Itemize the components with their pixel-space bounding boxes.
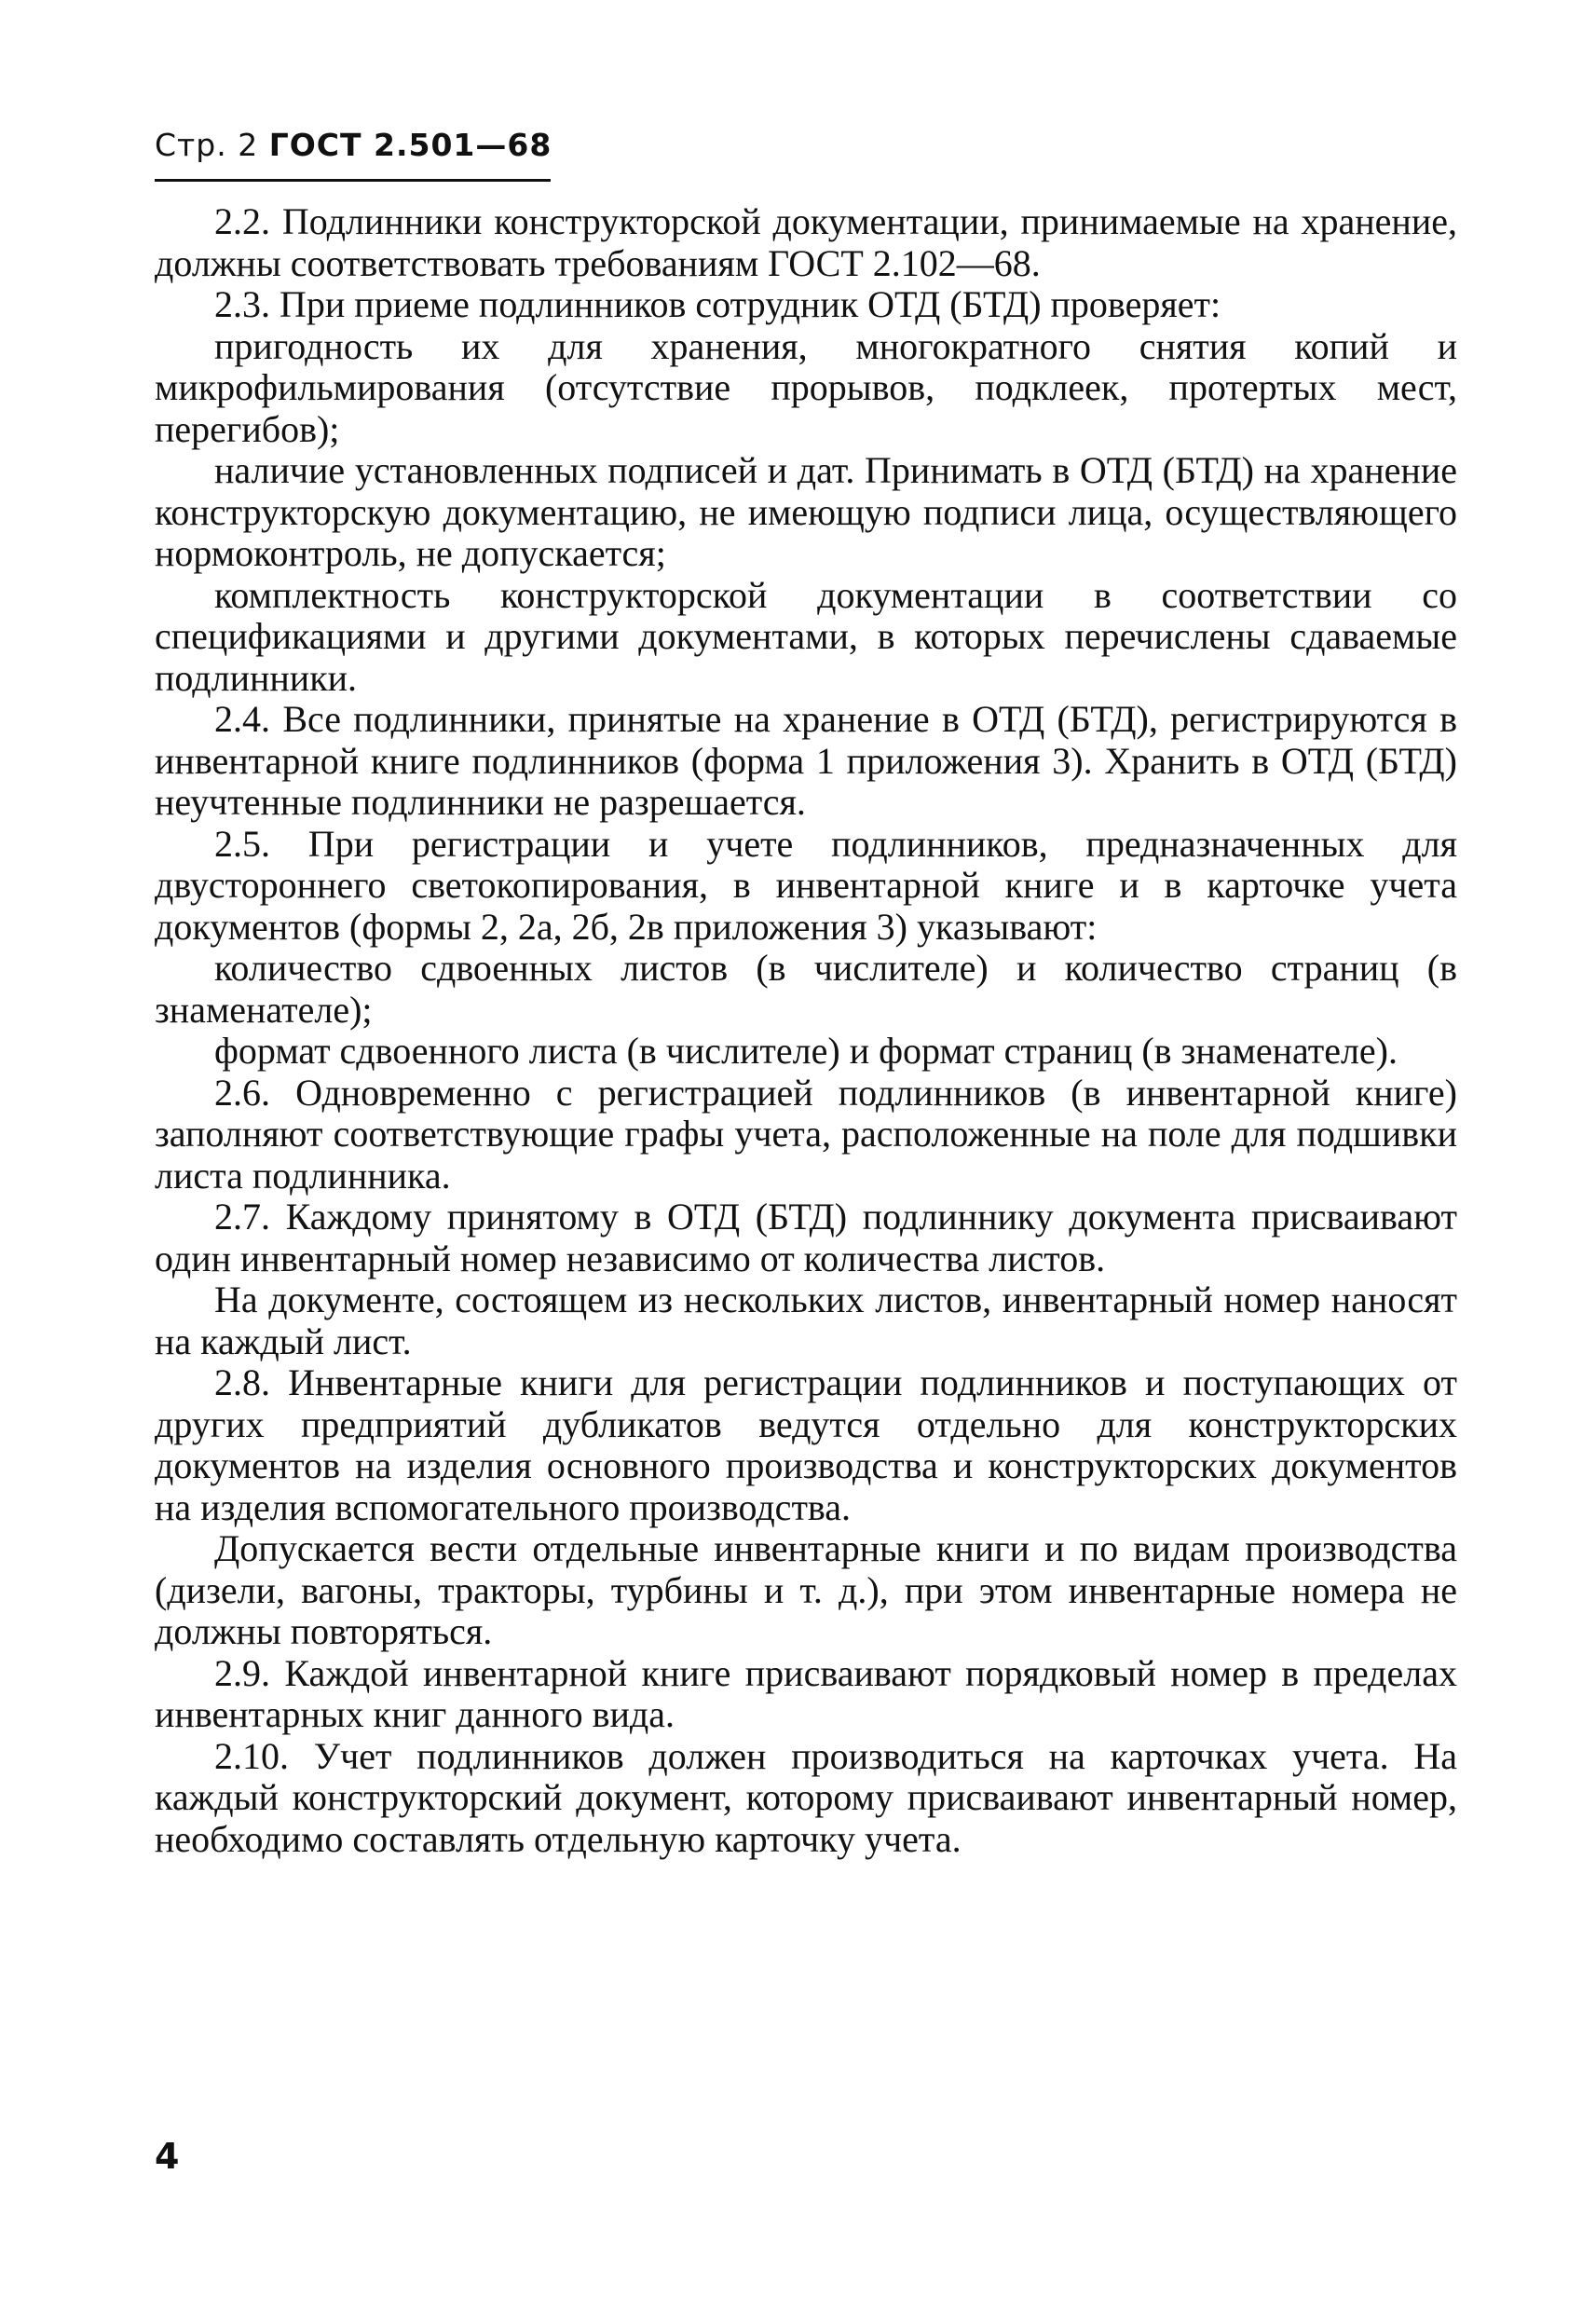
page-number: 4	[155, 2136, 180, 2177]
paragraph-double-sheets: количество сдвоенных листов (в числителе) и количество страниц (в знаменателе);	[155, 947, 1457, 1031]
document-body	[155, 201, 1457, 1860]
paragraph-completeness: комплектность конструкторской документации в соответствии со спецификациями и другими документами, в которых перечислены сдаваемые подлинники.	[155, 573, 1457, 699]
paragraph-2-8: 2.8. Инвентарные книги для регистрации подлинников и поступающих от других предприятий дубликатов ведутся отдельно для конструкторских документов на изделия основного производства и конструкторских документов на изделия вспомогательного производства.	[155, 1361, 1457, 1528]
paragraph-2-5: 2.5. При регистрации и учете подлинников, предназначенных для двустороннего светокопирования, в инвентарной книге и в карточке учета документов (формы 2, 2а, 2б, 2в приложения 3) указывают:	[155, 822, 1457, 948]
paragraph-multi-sheet: На документе, состоящем из нескольких листов, инвентарный номер наносят на каждый лист.	[155, 1279, 1457, 1362]
paragraph-2-6: 2.6. Одновременно с регистрацией подлинников (в инвентарной книге) заполняют соответствующие графы учета, расположенные на поле для подшивки листа подлинника.	[155, 1071, 1457, 1197]
running-header	[155, 127, 552, 163]
paragraph-double-format: формат сдвоенного листа (в числителе) и формат страниц (в знаменателе).	[214, 1030, 1398, 1072]
paragraph-2-3: 2.3. При приеме подлинников сотрудник ОТД (БТД) проверяет:	[214, 283, 1221, 325]
paragraph-2-2: 2.2. Подлинники конструкторской документации, принимаемые на хранение, должны соответствовать требованиям ГОСТ 2.102—68.	[155, 200, 1457, 284]
paragraph-separate-books: Допускается вести отдельные инвентарные книги и по видам производства (дизели, вагоны, тракторы, турбины и т. д.), при этом инвентарные номера не должны повторяться.	[155, 1527, 1457, 1652]
paragraph-2-4: 2.4. Все подлинники, принятые на хранение в ОТД (БТД), регистрируются в инвентарной книге подлинников (форма 1 приложения 3). Хранить в ОТД (БТД) неучтенные подлинники не разрешается.	[155, 698, 1457, 823]
paragraph-2-10: 2.10. Учет подлинников должен производиться на карточках учета. На каждый конструкторский документ, которому присваивают инвентарный номер, необходимо составлять отдельную карточку учета.	[155, 1734, 1457, 1860]
standard-designation: ГОСТ 2.501—68	[268, 127, 552, 163]
paragraph-signatures: наличие установленных подписей и дат. Принимать в ОТД (БТД) на хранение конструкторскую документацию, не имеющую подписи лица, осуществляющего нормоконтроль, не допускается;	[155, 449, 1457, 574]
page-label: Стр. 2	[155, 127, 259, 163]
paragraph-2-9: 2.9. Каждой инвентарной книге присваивают порядковый номер в пределах инвентарных книг данного вида.	[155, 1651, 1457, 1735]
paragraph-2-7: 2.7. Каждому принятому в ОТД (БТД) подлиннику документа присваивают один инвентарный номер независимо от количества листов.	[155, 1196, 1457, 1279]
header-rule	[155, 179, 551, 182]
paragraph-suitability: пригодность их для хранения, многократного снятия копий и микрофильмирования (отсутствие прорывов, подклеек, протертых мест, перегибов);	[155, 324, 1457, 450]
